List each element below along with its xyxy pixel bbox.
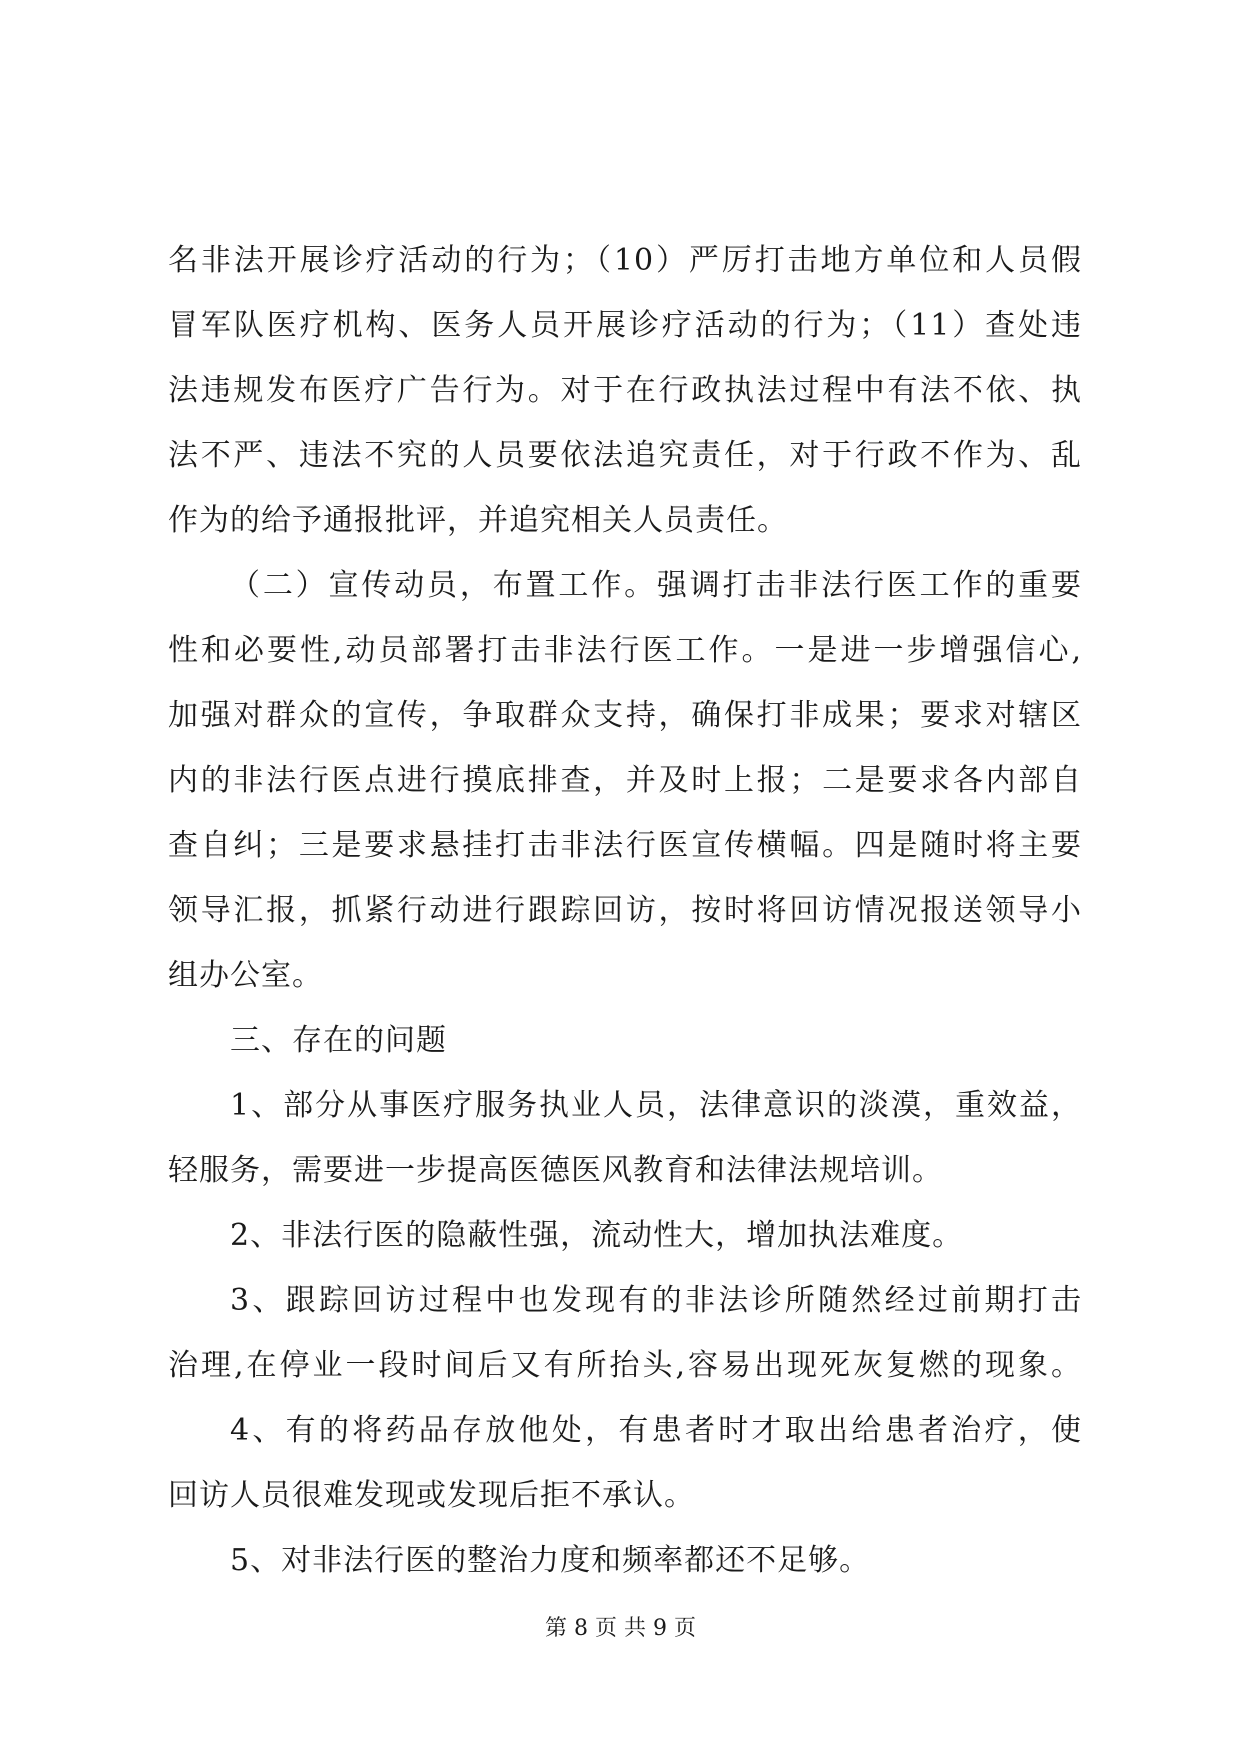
text-line: 作为的给予通报批评，并追究相关人员责任。 [168,503,788,538]
list-item-line: 1、部分从事医疗服务执业人员，法律意识的淡漠，重效益， [230,1088,1082,1123]
text-line: 名非法开展诊疗活动的行为；（10）严厉打击地方单位和人员假 [168,243,1082,278]
list-item-line: 3、跟踪回访过程中也发现有的非法诊所随然经过前期打击 [230,1283,1082,1318]
text-line: 性和必要性,动员部署打击非法行医工作。一是进一步增强信心, [168,633,1082,668]
list-item-line: 5、对非法行医的整治力度和频率都还不足够。 [230,1543,871,1578]
section-heading: 三、存在的问题 [230,1023,447,1058]
text-line: 内的非法行医点进行摸底排查，并及时上报；二是要求各内部自 [168,763,1082,798]
text-line: 治理,在停业一段时间后又有所抬头,容易出现死灰复燃的现象。 [168,1348,1082,1383]
text-line: 回访人员很难发现或发现后拒不承认。 [168,1478,695,1513]
text-line: 查自纠；三是要求悬挂打击非法行医宣传横幅。四是随时将主要 [168,828,1082,863]
text-line: 法不严、违法不究的人员要依法追究责任，对于行政不作为、乱 [168,438,1082,473]
list-item-line: 4、有的将药品存放他处，有患者时才取出给患者治疗，使 [230,1413,1082,1448]
paragraph-start-line: （二）宣传动员，布置工作。强调打击非法行医工作的重要 [230,568,1082,603]
text-line: 法违规发布医疗广告行为。对于在行政执法过程中有法不依、执 [168,373,1082,408]
text-line: 加强对群众的宣传，争取群众支持，确保打非成果；要求对辖区 [168,698,1082,733]
list-item-line: 2、非法行医的隐蔽性强，流动性大，增加执法难度。 [230,1218,964,1253]
document-body [168,228,1082,1593]
page-number: 第 8 页 共 9 页 [545,1616,696,1641]
text-line: 轻服务，需要进一步提高医德医风教育和法律法规培训。 [168,1153,943,1188]
text-line: 组办公室。 [168,958,323,993]
text-line: 冒军队医疗机构、医务人员开展诊疗活动的行为；（11）查处违 [168,308,1082,343]
page-footer [0,1614,1241,1644]
text-line: 领导汇报，抓紧行动进行跟踪回访，按时将回访情况报送领导小 [168,893,1082,928]
